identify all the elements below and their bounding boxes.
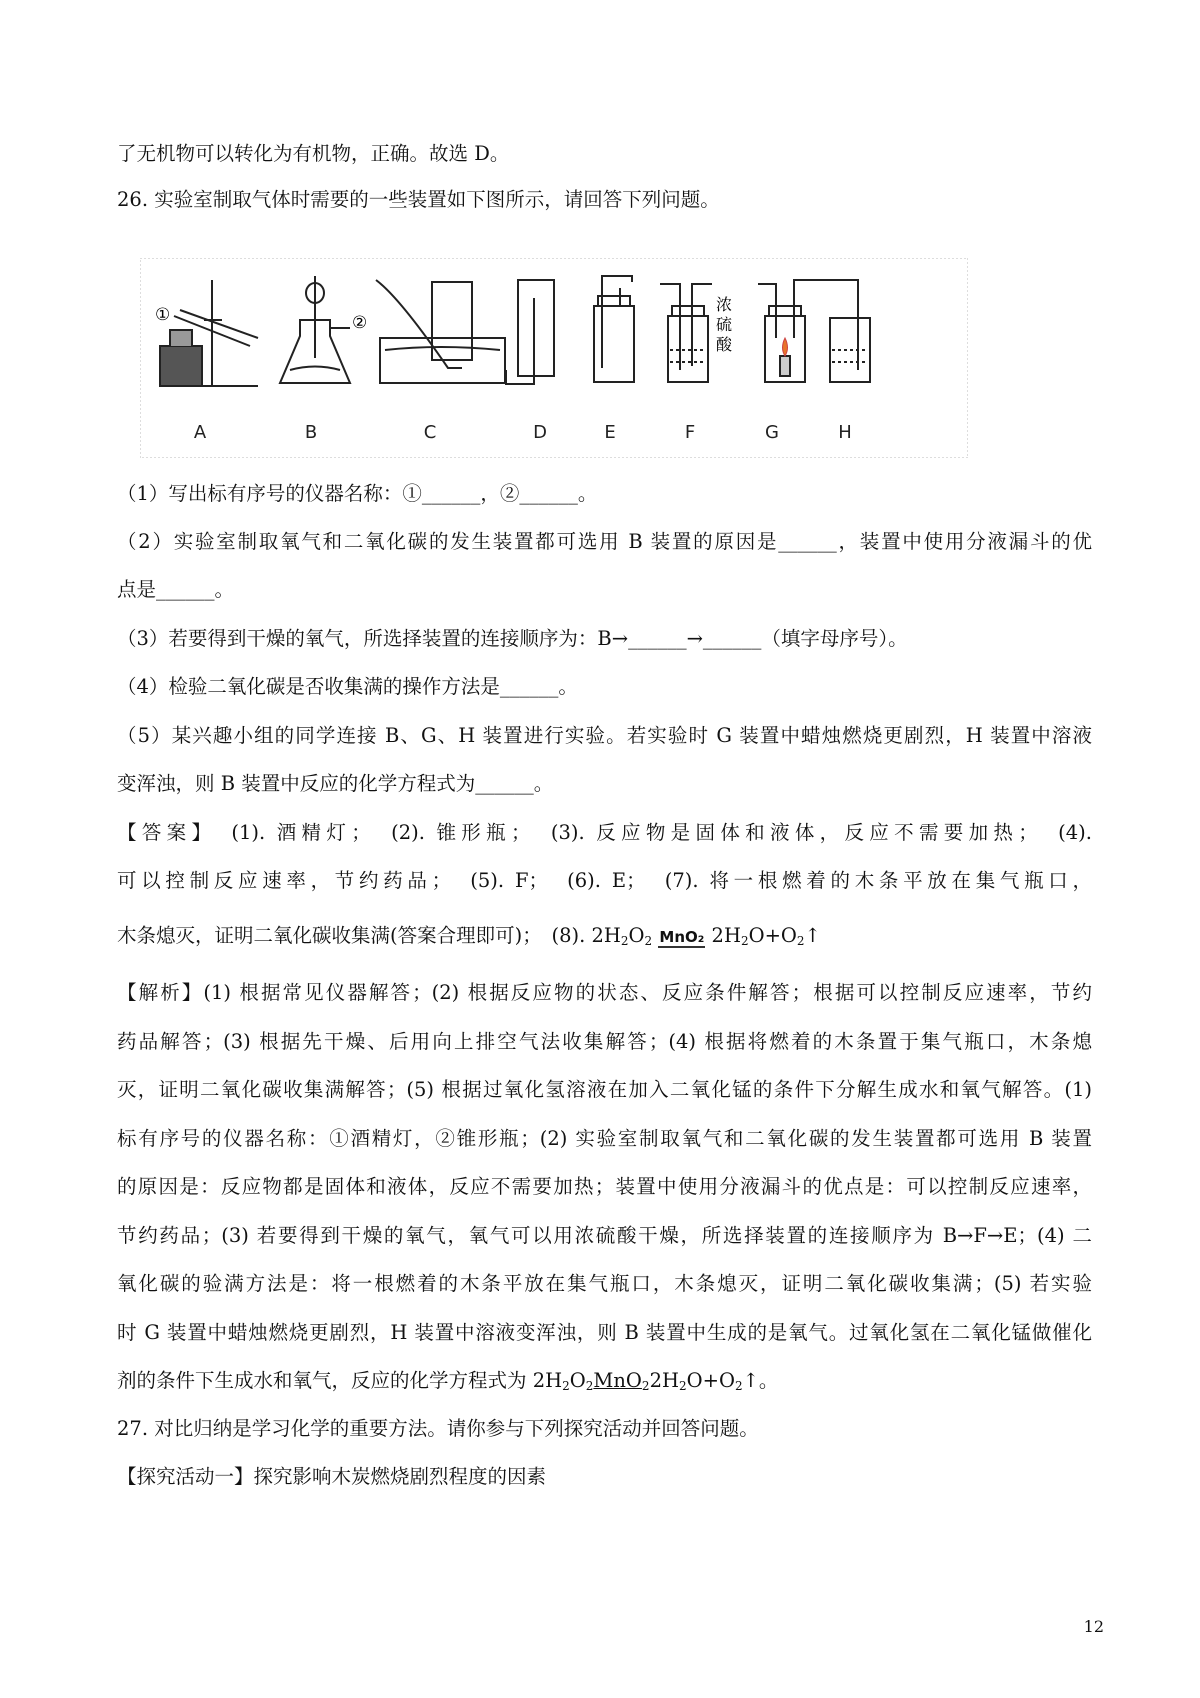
question-27-title: 27. 对比归纳是学习化学的重要方法。请你参与下列探究活动并回答问题。: [117, 1417, 759, 1440]
activity-heading: 【探究活动一】探究影响木炭燃烧剧烈程度的因素: [117, 1465, 547, 1488]
explanation-line-4: 标有序号的仪器名称：①酒精灯，②锥形瓶；(2) 实验室制取氧气和二氧化碳的发生装置都可选用 B 装置: [117, 1127, 1092, 1150]
label-a: A: [193, 422, 207, 443]
explanation-line-9: 剂的条件下生成水和氧气，反应的化学方程式为 $2H_2O_2MnO_22H_2O+O_2↑$。: [117, 1369, 779, 1393]
question-2-line-2: 点是______。: [117, 578, 235, 601]
question-1: （1）写出标有序号的仪器名称：①______，②______。: [117, 482, 598, 505]
question-2-line-1: （2）实验室制取氧气和二氧化碳的发生装置都可选用 B 装置的原因是______，装置中使用分液漏斗的优: [117, 530, 1092, 553]
answer-line-1: 【答案】 (1). 酒精灯； (2). 锥形瓶； (3). 反应物是固体和液体，反应不需要加热； (4).: [117, 821, 1092, 844]
explanation-line-2: 药品解答；(3) 根据先干燥、后用向上排空气法收集解答；(4) 根据将燃着的木条置于集气瓶口，木条熄: [117, 1030, 1092, 1053]
explanation-line-7: 氧化碳的验满方法是：将一根燃着的木条平放在集气瓶口，木条熄灭，证明二氧化碳收集满；(5) 若实验: [117, 1272, 1092, 1295]
apparatus-figure: [140, 258, 968, 458]
label-e: E: [604, 422, 616, 443]
label-d: D: [533, 422, 547, 443]
acid-label: [716, 295, 733, 354]
question-26-title: 26. 实验室制取气体时需要的一些装置如下图所示，请回答下列问题。: [117, 188, 720, 211]
svg-text:浓: 浓: [716, 295, 733, 314]
question-5-line-2: 变浑浊，则 B 装置中反应的化学方程式为______。: [117, 772, 554, 795]
explanation-line-6: 节约药品；(3) 若要得到干燥的氧气，氧气可以用浓硫酸干燥，所选择装置的连接顺序为 B→F→E；(4) 二: [117, 1224, 1092, 1247]
catalyst-mno2: MnO₂: [659, 928, 705, 946]
question-3: （3）若要得到干燥的氧气，所选择装置的连接顺序为：B→______→______（填字母序号）。: [117, 627, 908, 650]
question-5-line-1: （5）某兴趣小组的同学连接 B、G、H 装置进行实验。若实验时 G 装置中蜡烛燃烧更剧烈，H 装置中溶液: [117, 724, 1092, 747]
svg-text:酸: 酸: [716, 335, 733, 354]
marker-2: ②: [352, 313, 368, 333]
answer-line-3: 木条熄灭，证明二氧化碳收集满(答案合理即可)； (8). $2H_2O_2$ MnO₂ $2H_2O+O_2↑$: [117, 924, 821, 948]
label-b: B: [304, 422, 318, 443]
label-h: H: [838, 422, 852, 443]
explanation-line-3: 灭，证明二氧化碳收集满解答；(5) 根据过氧化氢溶液在加入二氧化锰的条件下分解生成水和氧气解答。(1): [117, 1078, 1092, 1101]
explanation-line-1: 【解析】(1) 根据常见仪器解答；(2) 根据反应物的状态、反应条件解答；根据可以控制反应速率，节约: [117, 981, 1092, 1004]
label-c: C: [423, 422, 437, 443]
label-g: G: [765, 422, 779, 443]
text-line: 了无机物可以转化为有机物，正确。故选 D。: [117, 142, 510, 165]
question-4: （4）检验二氧化碳是否收集满的操作方法是______。: [117, 675, 578, 698]
marker-1: ①: [155, 305, 171, 325]
explanation-line-8: 时 G 装置中蜡烛燃烧更剧烈，H 装置中溶液变浑浊，则 B 装置中生成的是氧气。过氧化氢在二氧化锰做催化: [117, 1321, 1092, 1344]
svg-text:硫: 硫: [716, 315, 733, 334]
answer-line-2: 可以控制反应速率，节约药品； (5). F； (6). E； (7). 将一根燃着的木条平放在集气瓶口，: [117, 869, 1092, 892]
label-f: F: [684, 422, 696, 443]
explanation-line-5: 的原因是：反应物都是固体和液体，反应不需要加热；装置中使用分液漏斗的优点是：可以控制反应速率，: [117, 1175, 1092, 1198]
page-number: 12: [1083, 1617, 1104, 1636]
